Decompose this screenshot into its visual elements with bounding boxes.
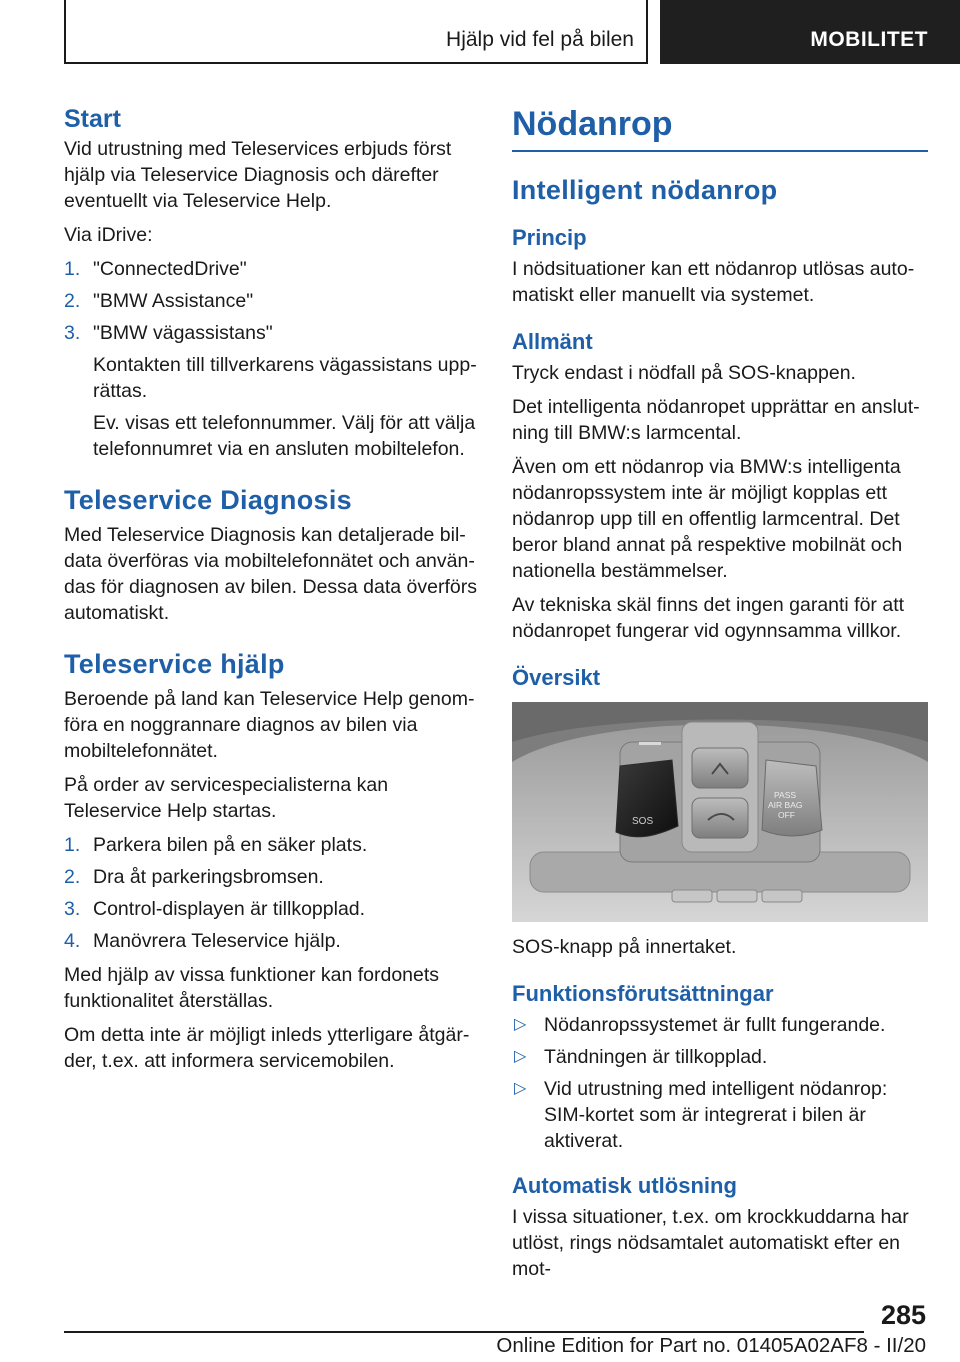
step-number: 2. <box>64 866 81 888</box>
bullet-text: Tändningen är tillkopplad. <box>544 1046 768 1068</box>
roof-console-illustration <box>512 702 928 922</box>
triangle-bullet-icon: ▷ <box>514 1080 527 1097</box>
requirements-list <box>512 1012 928 1154</box>
heading-teleservice-diagnosis: Teleservice Diagnosis <box>64 485 352 515</box>
step-text: Parkera bilen på en säker plats. <box>93 834 368 856</box>
step-number: 1. <box>64 834 81 856</box>
step-number: 1. <box>64 258 81 280</box>
heading-automatisk-utlosning: Automatisk utlösning <box>512 1173 737 1198</box>
step-text: Control-displayen är tillkopplad. <box>93 898 366 920</box>
list-item <box>64 256 484 282</box>
bullet-text: Nödanropssystemet är fullt fungerande. <box>544 1014 886 1036</box>
paragraph: Beroende på land kan Teleservice Help genomföra en noggrannare diagnos av bilen via mobiltelefonnätet. <box>64 688 475 762</box>
list-item <box>512 1044 928 1070</box>
start-steps-list <box>64 256 484 462</box>
off-label: OFF <box>778 810 795 820</box>
list-item <box>64 320 484 346</box>
paragraph: Tryck endast i nödfall på SOS-knappen. <box>512 362 856 384</box>
paragraph: I vissa situationer, t.ex. om krockkuddarna har utlöst, rings nödsamtalet automatiskt efter en mot- <box>512 1206 909 1280</box>
heading-start: Start <box>64 105 121 133</box>
section-title: MOBILITET <box>810 28 928 51</box>
paragraph: Det intelligenta nödanropet upprättar en anslutning till BMW:s larmcental. <box>512 396 920 444</box>
step-text: "BMW Assistance" <box>93 290 254 312</box>
step-note: Kontakten till tillverkarens vägassistans upprättas. <box>93 354 477 402</box>
step-number: 4. <box>64 930 81 952</box>
help-steps-list <box>64 832 484 954</box>
heading-intelligent-nodanrop: Intelligent nödanrop <box>512 175 778 205</box>
left-column <box>64 104 484 1082</box>
heading-allmant: Allmänt <box>512 329 593 354</box>
paragraph: Med hjälp av vissa funktioner kan fordonets funktionalitet återställas. <box>64 964 440 1012</box>
list-item <box>512 1012 928 1038</box>
airbag-label: AIR BAG <box>768 800 803 810</box>
paragraph: Även om ett nödanrop via BMW:s intelligenta nödanropssystem inte är möjligt kopplas ett nödanrop upp till en offentlig larmcentral. Det beror bland annat på respektive mobilnät och nationella bestämmelser. <box>512 456 903 582</box>
sos-label: SOS <box>632 816 654 827</box>
heading-teleservice-help: Teleservice hjälp <box>64 649 285 679</box>
step-note: Ev. visas ett telefonnummer. Välj för att välja telefonnumret via en ansluten mobiltelefon. <box>93 412 476 460</box>
bullet-text: Vid utrustning med intelligent nödanrop: SIM-kortet som är integrerat i bilen är aktiverat. <box>544 1078 888 1152</box>
header-title-box <box>64 0 648 64</box>
heading-rule <box>512 150 928 152</box>
heading-funktionsforutsattningar: Funktionsförutsättningar <box>512 981 774 1006</box>
paragraph: Med Teleservice Diagnosis kan detaljerade bildata överföras via mobiltelefonnätet och användas för diagnosen av bilen. Dessa data överförs automatiskt. <box>64 524 477 624</box>
list-item <box>512 1076 928 1154</box>
list-item <box>64 864 484 890</box>
heading-nodanrop: Nödanrop <box>512 105 673 143</box>
page-number: 285 <box>880 1300 926 1330</box>
heading-princip: Princip <box>512 225 587 250</box>
heading-oversikt: Översikt <box>512 665 601 690</box>
right-column <box>512 104 928 1290</box>
step-text: Dra åt parkeringsbromsen. <box>93 866 324 888</box>
step-number: 3. <box>64 322 81 344</box>
list-item <box>64 896 484 922</box>
paragraph: På order av servicespecialisterna kan Teleservice Help startas. <box>64 774 389 822</box>
triangle-bullet-icon: ▷ <box>514 1048 527 1065</box>
footer-rule <box>64 1331 864 1333</box>
paragraph: Om detta inte är möjligt inleds ytterligare åtgärder, t.ex. att informera servicemobilen. <box>64 1024 470 1072</box>
step-text: "BMW vägassistans" <box>93 322 273 344</box>
triangle-bullet-icon: ▷ <box>514 1016 527 1033</box>
image-caption: SOS-knapp på innertaket. <box>512 936 737 958</box>
chapter-title: Hjälp vid fel på bilen <box>446 28 634 51</box>
paragraph: Via iDrive: <box>64 224 153 246</box>
edition-line: Online Edition for Part no. 01405A02AF8 - II/20 <box>496 1334 926 1357</box>
list-item <box>64 832 484 858</box>
list-item <box>64 288 484 314</box>
paragraph: I nödsituationer kan ett nödanrop utlösas automatiskt eller manuellt via systemet. <box>512 258 915 306</box>
step-number: 3. <box>64 898 81 920</box>
list-item <box>64 928 484 954</box>
pass-label: PASS <box>774 790 797 800</box>
sos-button-photo <box>512 702 928 922</box>
paragraph: Av tekniska skäl finns det ingen garanti för att nödanropet fungerar vid ogynnsamma villkor. <box>512 594 905 642</box>
paragraph: Vid utrustning med Teleservices erbjuds först hjälp via Teleservice Diagnosis och därefter eventuellt via Teleservice Help. <box>64 138 452 212</box>
step-number: 2. <box>64 290 81 312</box>
header-section-box <box>660 0 960 64</box>
step-text: Manövrera Teleservice hjälp. <box>93 930 341 952</box>
step-text: "ConnectedDrive" <box>93 258 247 280</box>
